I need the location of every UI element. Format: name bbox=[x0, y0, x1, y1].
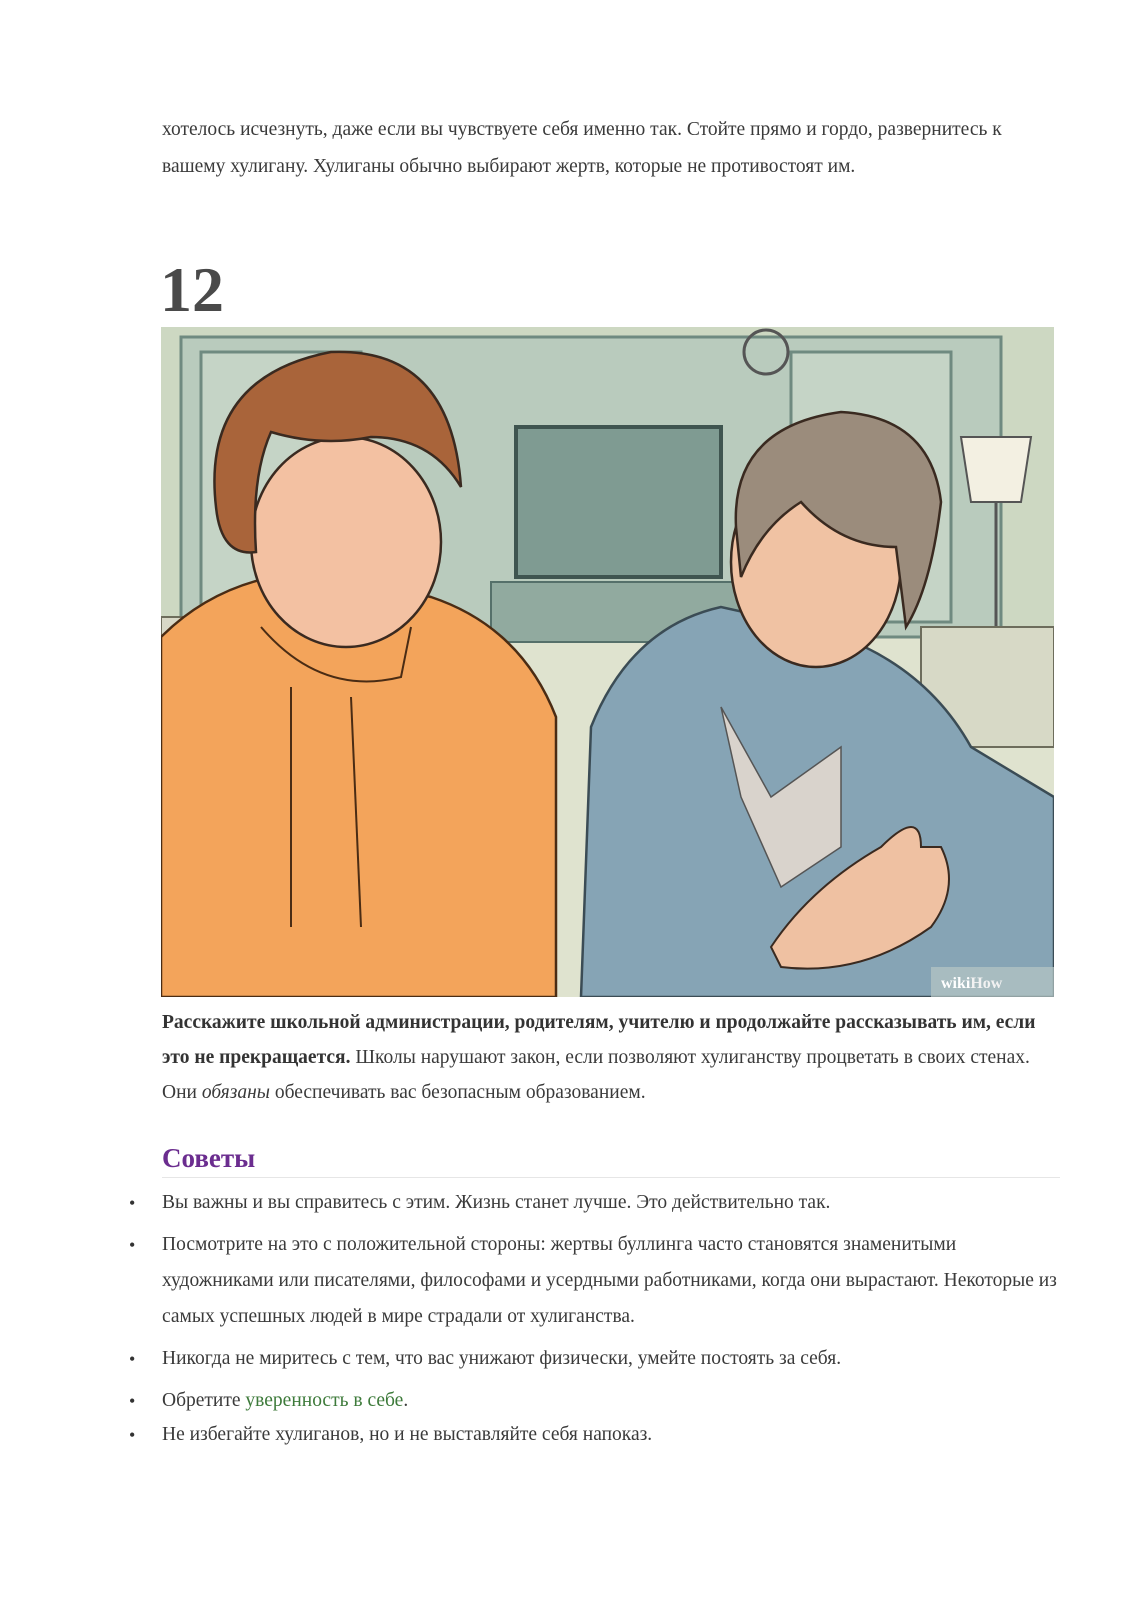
wikihow-watermark bbox=[941, 975, 1003, 992]
step-illustration bbox=[161, 327, 1054, 997]
bullet-icon: • bbox=[129, 1349, 136, 1369]
tip-item bbox=[129, 1227, 1062, 1335]
tip-text: Никогда не миритесь с тем, что вас унижают физически, умейте постоять за себя. bbox=[162, 1348, 842, 1369]
tips-divider bbox=[162, 1177, 1060, 1178]
tip-text: Посмотрите на это с положительной стороны: жертвы буллинга часто становятся знаменитыми художниками или писателями, философами и усердными работниками, когда они вырастают. Некоторые из самых успешных людей в мире страдали от хулиганства. bbox=[162, 1234, 1057, 1327]
step-12-italic: обязаны bbox=[201, 1082, 270, 1103]
bullet-icon: • bbox=[129, 1391, 136, 1411]
tip-item bbox=[129, 1417, 1062, 1453]
step-12-text-after: обеспечивать вас безопасным образованием. bbox=[269, 1082, 646, 1103]
watermark-how: How bbox=[970, 975, 1003, 992]
tip-item bbox=[129, 1185, 1062, 1221]
bullet-icon: • bbox=[129, 1193, 136, 1213]
tip-text: Не избегайте хулиганов, но и не выставляйте себя напоказ. bbox=[162, 1424, 653, 1445]
step-number: 12 bbox=[160, 254, 224, 325]
watermark-wiki: wiki bbox=[941, 975, 971, 992]
step-12-text bbox=[162, 1005, 1062, 1110]
step-12-text-before: Школы нарушают закон, если позволяют хулиганству процветать в своих стенах. Они bbox=[162, 1047, 1030, 1103]
tip-text: Вы важны и вы справитесь с этим. Жизнь станет лучше. Это действительно так. bbox=[162, 1192, 831, 1213]
tips-heading: Советы bbox=[162, 1143, 256, 1173]
tip-item bbox=[129, 1341, 1062, 1377]
self-confidence-link[interactable]: уверенность в себе bbox=[245, 1390, 404, 1411]
step-12-bold: Расскажите школьной администрации, родителям, учителю и продолжайте рассказывать им, если это не прекращается. bbox=[162, 1012, 1036, 1068]
bullet-icon: • bbox=[129, 1425, 136, 1445]
intro-paragraph: хотелось исчезнуть, даже если вы чувствуете себя именно так. Стойте прямо и гордо, развернитесь к вашему хулигану. Хулиганы обычно выбирают жертв, которые не противостоят им. bbox=[162, 119, 1002, 177]
tip-suffix: . bbox=[403, 1390, 409, 1411]
tip-prefix: Обретите bbox=[162, 1390, 246, 1411]
tip-item bbox=[129, 1383, 1062, 1419]
bullet-icon: • bbox=[129, 1235, 136, 1255]
tips-list bbox=[129, 1185, 1062, 1459]
